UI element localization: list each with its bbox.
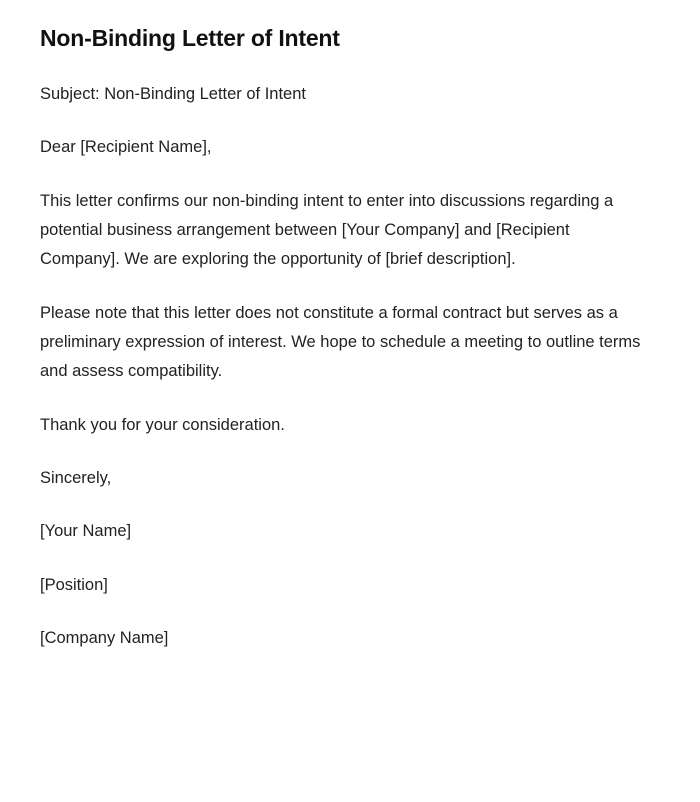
signature-position: [Position] [40,575,108,594]
paragraph-closing: Sincerely, [40,469,112,488]
paragraph-body-2: Please note that this letter does not constitute a formal contract but serves as a preliminary expression of interest. We hope to schedule a meeting to outline terms and assess compatibility. [40,303,641,381]
page-title: Non-Binding Letter of Intent [40,25,340,51]
signature-name: [Your Name] [40,522,132,541]
signature-company: [Company Name] [40,629,169,648]
paragraph-salutation: Dear [Recipient Name], [40,138,212,157]
paragraph-body-1: This letter confirms our non-binding intent to enter into discussions regarding a potential business arrangement between [Your Company] and [Recipient Company]. We are exploring the opportunity of [brief description]. [40,191,614,269]
paragraph-subject: Subject: Non-Binding Letter of Intent [40,84,306,103]
paragraph-thanks: Thank you for your consideration. [40,415,285,434]
